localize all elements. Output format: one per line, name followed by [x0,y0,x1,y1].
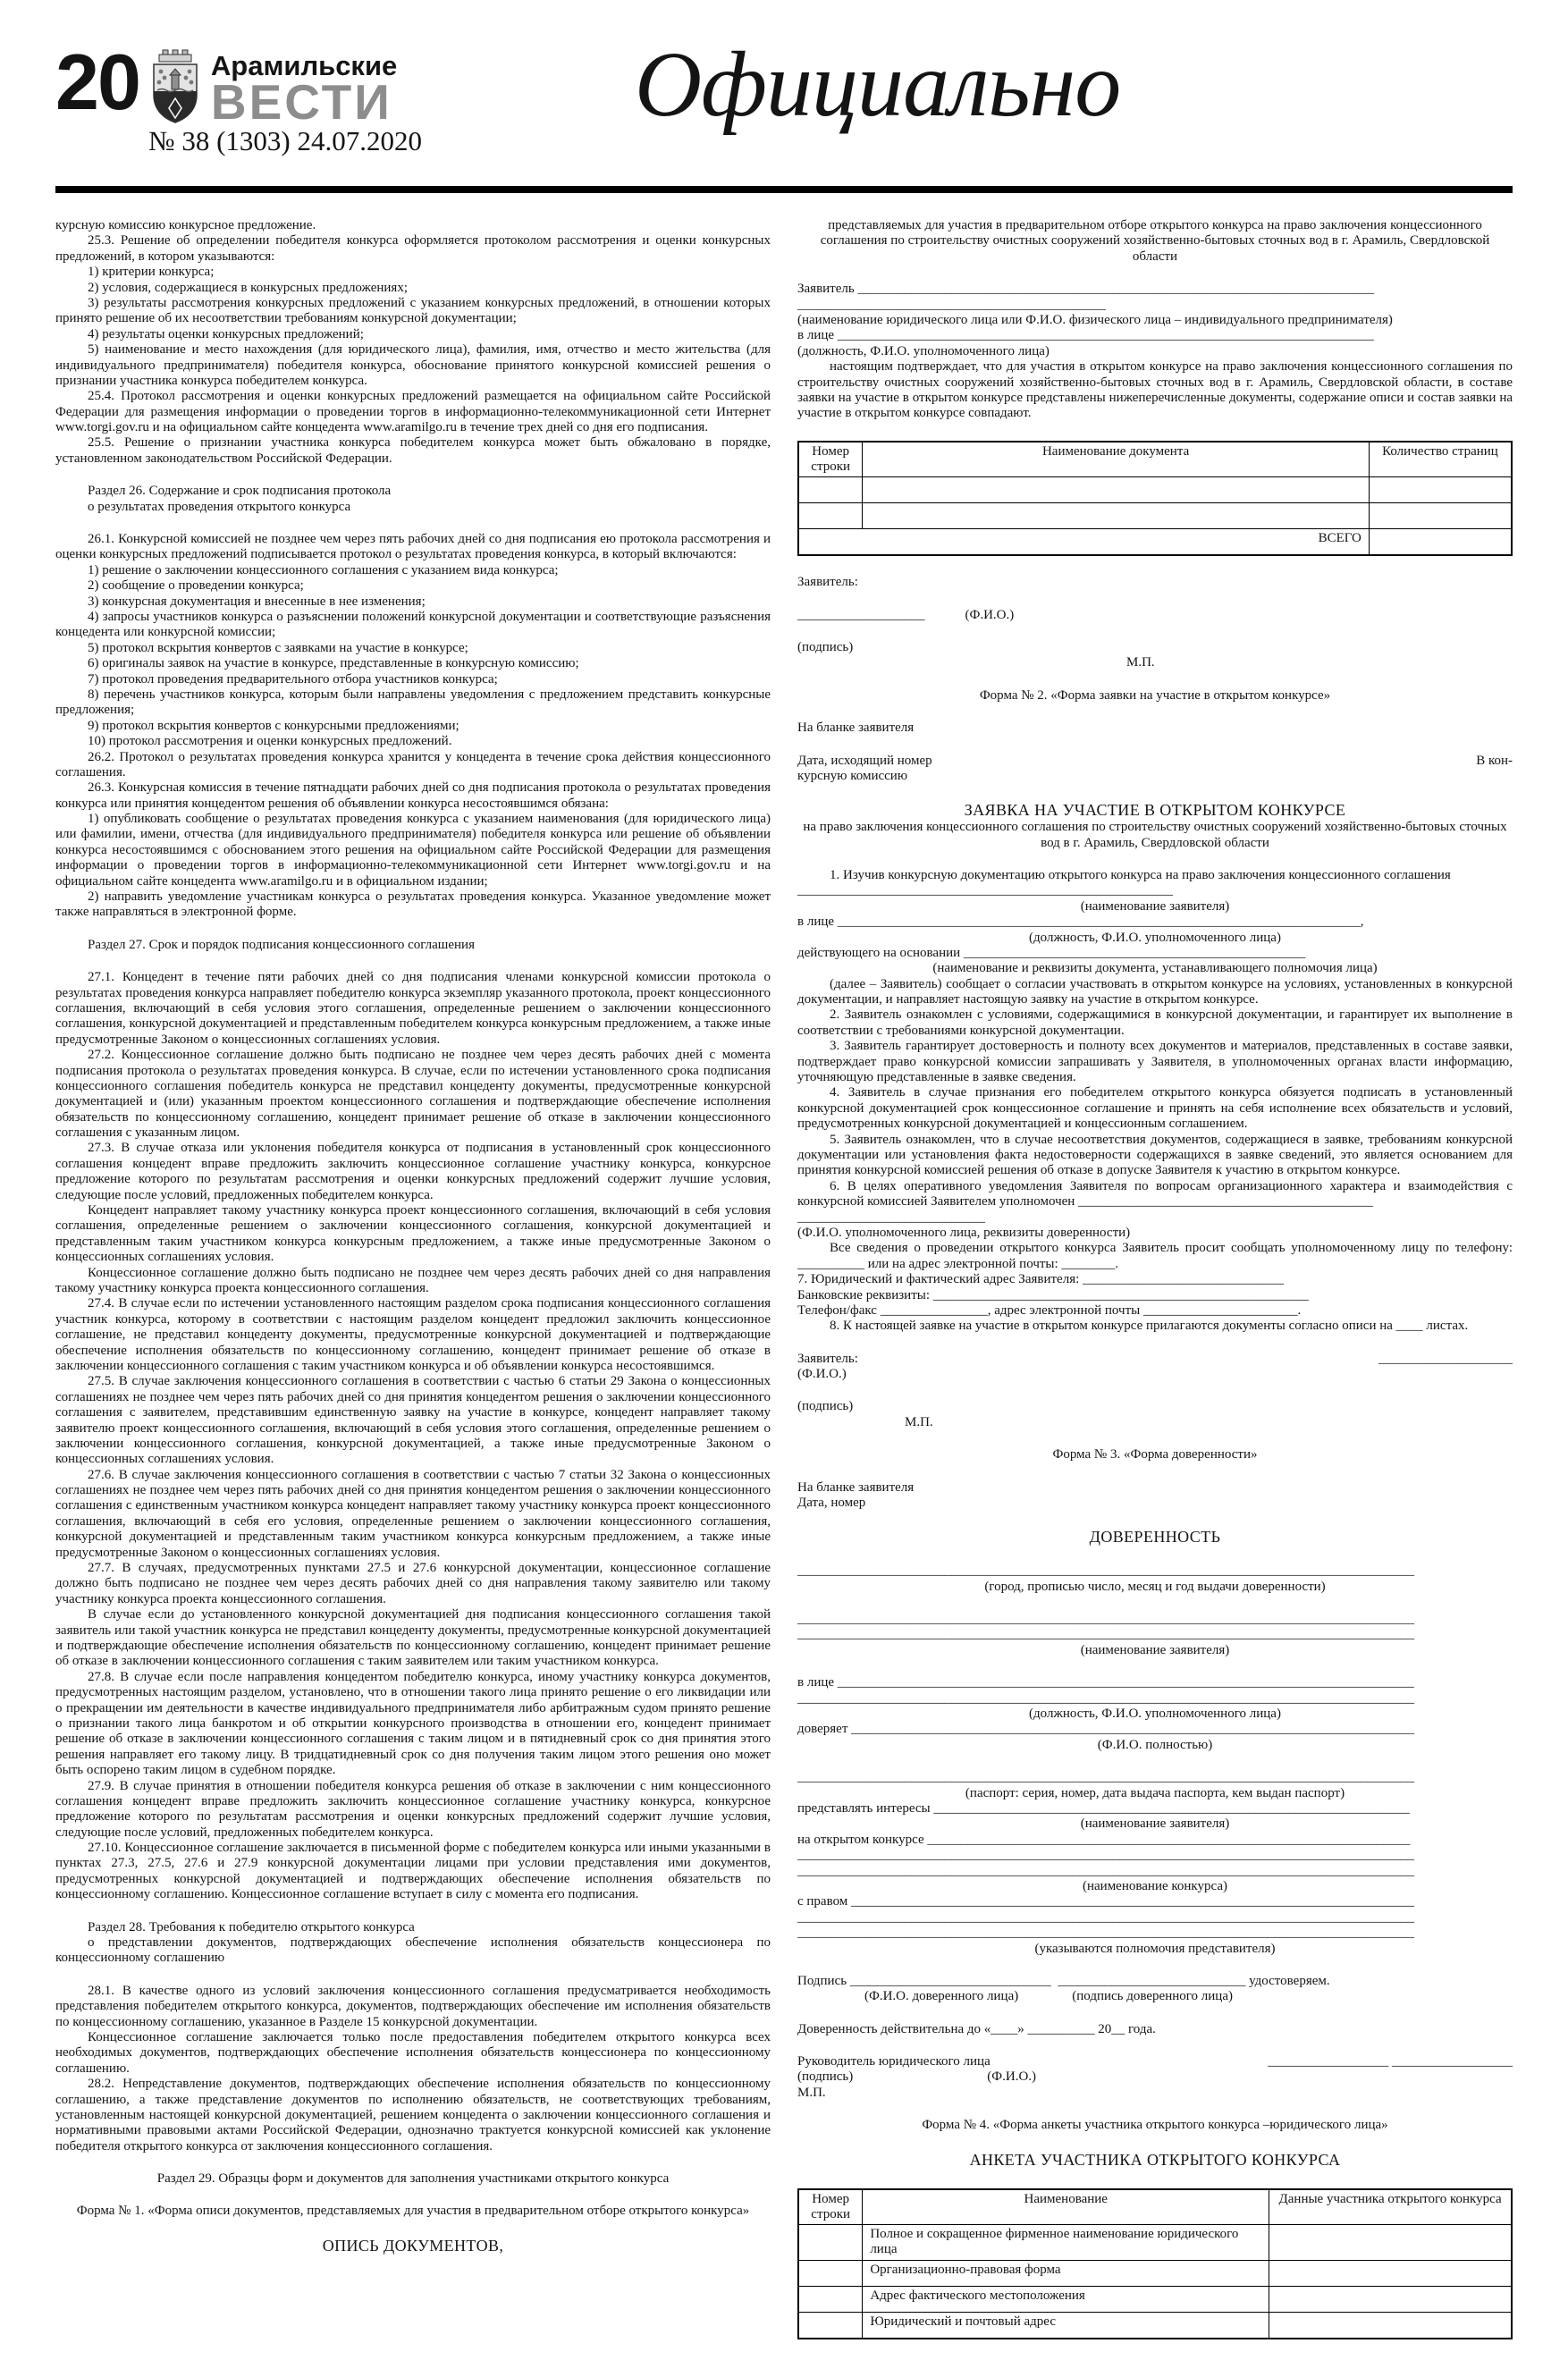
table-cell [1269,2225,1512,2261]
spacer [797,1335,1513,1352]
field-caption: (Ф.И.О. полностью) [1097,1737,1213,1752]
document-title: ЗАЯВКА НА УЧАСТИЕ В ОТКРЫТОМ КОНКУРСЕ [964,801,1346,820]
spacer [797,1753,1513,1770]
blank-line: на открытом конкурсе ________________________________________________________________________ [797,1832,1411,1847]
field-caption: (город, прописью число, месяц и год выдачи доверенности) [984,1579,1326,1594]
spacer [797,422,1513,439]
paragraph: 27.6. В случае заключения концессионного соглашения в соответствии с частью 7 статьи 32 Закона о концессионных соглашениях не позднее чем через пять рабочих дней со дня принятия концедентом решения о заключении концессионного соглашения с единственным участником конкурса концедент направляет такому участнику конкурса проект концессионного соглашения, включающий в себя его условия, определенные решением о заключении концессионного соглашения, конкурсной документацией и представленным таким участником конкурса конкурсным предложением, а также иные предусмотренные Законом о концессионных соглашениях условия. [55,1467,771,1560]
spacer [797,851,1513,868]
blank-line: ________________________________________________________ [797,883,1173,898]
paragraph: 4) запросы участников конкурса о разъяснении положений конкурсной документации и соответствующие разъяснения концедента или конкурсной комиссии; [55,609,771,640]
paragraph: 6) оригиналы заявок на участие в конкурсе, представленные в конкурсную комиссию; [88,656,579,671]
blank-line: Телефон/факс ________________, адрес электронной почты _______________________. [797,1302,1302,1318]
table-header-cell: Номер строки [798,2189,863,2225]
blank-line: Заявитель _____________________________________________________________________________ [797,282,1374,297]
spacer [55,1903,771,1920]
form-line: Заявитель: [797,575,858,590]
row-left-text: Руководитель юридического лица [797,2054,991,2069]
blank-line: ____________________________________________________________________________________________ [797,1909,1414,1925]
field-caption: (наименование заявителя) [1080,1642,1230,1657]
row-left-text: Заявитель: [797,1351,858,1366]
paragraph: 26.1. Конкурсной комиссией не позднее чем через пять рабочих дней со дня подписания ею протокола рассмотрения и оценки конкурсных предложений подписывается протокол о результатах проведения конкурса, в который включаются: [55,532,771,562]
signature-line [797,2054,1513,2069]
spacer [55,515,771,532]
paragraph: 28.1. В качестве одного из условий заключения концессионного соглашения предусматривается необходимость представления победителем открытого конкурса, документов, подтверждающих обеспечение им исполнения обязательств по концессионному соглашению, указанное в Разделе 15 конкурсной документации. [55,1983,771,2029]
paragraph: 27.2. Концессионное соглашение должно быть подписано не позднее чем через десять рабочих дней с момента подписания протокола о результатах проведения конкурса. В случае, если по истечении установленного срока подписания концессионного соглашения победитель конкурса не представил концеденту документы, предусмотренные конкурсной документацией и (или) указанным проектом концессионного соглашения и подтверждающие обеспечение исполнения обязательств по концессионному соглашению, концедент принимает решение об отказе в заключении концессионного соглашения с указанным лицом. [55,1048,771,1141]
form-line: курсную комиссию [797,768,908,783]
paragraph: 27.8. В случае если после направления концедентом победителю конкурса, иному участнику конкурса документов, предусмотренных настоящим разделом, установлено, что в отношении такого лица принято решение о его ликвидации или о прекращении им деятельности в качестве индивидуального предпринимателя либо арбитражным судом принято решение о признании такого лица банкротом и об открытии конкурсного производства в отношении его, концедент принимает решение об отказе в заключении концессионного соглашения с таким лицом и в пятидневный срок со дня принятия этого решения направляет его такому лицу. В тридцатидневный срок со дня получения таким лицом этого решения оно может быть оспорено таким лицом в судебном порядке. [55,1669,771,1778]
paragraph: настоящим подтверждает, что для участия в открытом конкурсе на право заключения концессионного соглашения по строительству очистных сооружений хозяйственно-бытовых сточных вод в г. Арамиль, Свердловской области, в составе заявки на участие в открытом конкурсе представлены нижеперечисленные документы, содержание описи и состав заявки на участие в открытом конкурсе совпадают. [797,359,1513,421]
table-row [798,2225,1512,2261]
table-cell: Полное и сокращенное фирменное наименование юридического лица [863,2225,1269,2261]
blank-line: Банковские реквизиты: ________________________________________________________ [797,1287,1309,1302]
paragraph: 9) протокол вскрытия конвертов с конкурсными предложениями; [88,718,459,733]
paragraph: 8) перечень участников конкурса, которым были направлены уведомления с предложением представить конкурсные предложения; [55,687,771,718]
row-left-text: Дата, исходящий номер [797,753,932,768]
paragraph: 27.4. В случае если по истечении установленного настоящим разделом срока подписания концессионного соглашения участник конкурса, которому в соответствии с настоящим разделом концедент предложил заключить концессионное соглашение, не представил концеденту документы, предусмотренные конкурсной документацией и подтверждающие обеспечение исполнения обязательств по концессионному соглашению, концедент принимает решение об отказе в заключении концессионного соглашения с таким участником конкурса и об объявлении конкурса несостоявшимся. [55,1296,771,1373]
form-heading: Форма № 2. «Форма заявки на участие в открытом конкурсе» [979,687,1331,703]
coat-of-arms-icon [150,48,200,125]
spacer [797,2170,1513,2187]
blank-line: действующего на основании ___________________________________________________ [797,945,1306,960]
blank-line: Подпись ______________________________ ____________________________ удостоверяем. [797,1973,1330,1988]
field-caption: (должность, Ф.И.О. уполномоченного лица) [797,343,1050,358]
spacer [797,1511,1513,1528]
form-heading: Форма № 3. «Форма доверенности» [1052,1447,1258,1462]
table-row [798,2286,1512,2312]
spacer [797,2005,1513,2022]
logo-row [55,38,440,130]
section-heading: Раздел 27. Срок и порядок подписания концессионного соглашения [88,937,475,952]
signature-line [797,1352,1513,1367]
blank-line: ____________________________________________________________________________________________ [797,1564,1414,1579]
paragraph: 5) протокол вскрытия конвертов с заявками на участие в конкурсе; [88,640,468,655]
paragraph: 27.3. В случае отказа или уклонения победителя конкурса от подписания в установленный срок концессионного соглашения концедент вправе предложить заключить концессионное соглашение участнику конкурса, конкурсное предложение которого по результатам рассмотрения и оценки конкурсных предложений содержит лучшие условия, следующие после условий, предложенных победителем конкурса. [55,1141,771,1202]
form-heading: Форма № 4. «Форма анкеты участника открытого конкурса –юридического лица» [922,2118,1388,2133]
section-title: Официально [635,33,1121,136]
table-cell [798,2286,863,2312]
document-table [797,2188,1513,2339]
spacer [797,1595,1513,1612]
form-line: Дата, номер [797,1496,866,1511]
paragraph: 27.9. В случае принятия в отношении победителя конкурса решения об отказе в заключении с ним концессионного соглашения концедент вправе предложить заключить концессионное соглашение участнику конкурса, конкурсное предложение которого по результатам рассмотрения и оценки конкурсных предложений содержит лучшие условия, следующие после условий, предложенных победителем конкурса. [55,1778,771,1840]
paragraph: 3) результаты рассмотрения конкурсных предложений с указанием конкурсных предложений, в отношении которых принято решение об их несоответствии требованиям конкурсной документации; [55,295,771,326]
paragraph: 3. Заявитель гарантирует достоверность и полноту всех документов и материалов, представленных в составе заявки, подтверждает право конкурсной комиссии запрашивать у Заявителя, в уполномоченных органах власти информацию, уточняющую представленные в заявке сведения. [797,1039,1513,1085]
field-caption: (Ф.И.О. уполномоченного лица, реквизиты доверенности) [797,1225,1131,1240]
paragraph: 2) условия, содержащиеся в конкурсных предложениях; [88,280,409,295]
paragraph: 1) критерии конкурса; [88,265,215,280]
table-cell [798,2225,863,2261]
paragraph: 27.1. Концедент в течение пяти рабочих дней со дня подписания членами конкурсной комиссии протокола о результатах проведения конкурса направляет победителю конкурса экземпляр указанного протокола, проект концессионного соглашения, включающий в себя условия этого соглашения, определенные решением о заключении концессионного соглашения, конкурсной документацией и представленным победителем конкурса конкурсным предложением, а также иные предусмотренные Законом о концессионных соглашениях условия. [55,970,771,1047]
centered-text: представляемых для участия в предварительном отборе открытого конкурса на право заключения концессионного соглашения по строительству очистных сооружений хозяйственно-бытовых сточных вод в г. Арамиль, Свердловской области [820,218,1490,264]
table-row [798,2312,1512,2339]
stamp-mark: М.П. [797,2085,826,2100]
spacer [797,558,1513,575]
table-cell [1269,2260,1512,2286]
spacer [797,784,1513,801]
paragraph: 26.2. Протокол о результатах проведения конкурса хранится у концедента в течение срока действия концессионного соглашения. [55,749,771,780]
blank-line: ____________________________________________________________________________________________ [797,1770,1414,1785]
row-right-text: __________________ __________________ [1268,2054,1513,2069]
date-and-addressee-line [797,754,1513,769]
blank-line: 7. Юридический и фактический адрес Заявителя: ______________________________ [797,1272,1285,1287]
paragraph: 2. Заявитель ознакомлен с условиями, содержащимися в конкурсной документации, и гарантирует их выполнение в соответствии с требованиями конкурсной документации. [797,1007,1513,1038]
table-cell [1369,529,1512,556]
section-heading: о представлении документов, подтверждающих обеспечение исполнения обязательств концессионера по концессионному соглашению [55,1935,771,1966]
table-header-cell: Количество страниц [1369,442,1512,477]
section-heading: Раздел 29. Образцы форм и документов для заполнения участниками открытого конкурса [156,2171,670,2187]
blank-line: ____________________________________________________________________________________________ [797,1690,1414,1706]
paragraph: 1) решение о заключении концессионного соглашения с указанием вида конкурса; [88,562,559,577]
paragraph: 5. Заявитель ознакомлен, что в случае несоответствия документов, содержащиеся в заявке, требованиям конкурсной документации или установления факта недостоверности содержащихся в заявке сведений, это является основанием для принятия конкурсной комиссией решения об отказе в допуске Заявителя к участию в открытом конкурсе. [797,1132,1513,1178]
spacer [55,2220,771,2237]
table-header-cell: Наименование [863,2189,1269,2225]
spacer [797,265,1513,282]
blank-line: ___________________ (Ф.И.О.) [797,607,1015,622]
stamp-mark: М.П. [1126,655,1155,670]
section-heading: Раздел 26. Содержание и срок подписания протокола [88,484,392,499]
blank-line: ____________________________________________________________________________________________ [797,1863,1414,1878]
table-cell: Адрес фактического местоположения [863,2286,1269,2312]
spacer [797,2101,1513,2118]
paragraph: 27.7. В случаях, предусмотренных пунктами 27.5 и 27.6 конкурсной документации, концессионное соглашение должно быть подписано не позднее чем через десять рабочих дней со дня направления такому заявителю или такому участнику конкурса проекта концессионного соглашения. [55,1561,771,1606]
field-caption: (наименование юридического лица или Ф.И.О. физического лица – индивидуального предпринимателя) [797,312,1393,327]
spacer [797,671,1513,688]
table-total-row [798,529,1512,556]
spacer [797,1382,1513,1399]
spacer [797,737,1513,754]
form-line: курсную комиссию конкурсное предложение. [55,218,316,232]
masthead [55,33,1513,181]
section-heading: о результатах проведения открытого конкурса [88,499,351,514]
section-heading: Раздел 28. Требования к победителю открытого конкурса [88,1919,415,1934]
field-caption: (указываются полномочия представителя) [1034,1941,1276,1956]
paragraph: 6. В целях оперативного уведомления Заявителя по вопросам организационного характера и взаимодействия с конкурсной комиссией Заявителем уполномочен ____________________________________________ [797,1178,1513,1210]
form-line: На бланке заявителя [797,1479,915,1495]
paragraph: Концессионное соглашение заключается только после предоставления победителем открытого конкурса всех необходимых документов, подтверждающих обеспечение исполнения обязательств концессионера по концессионному соглашению. [55,2029,771,2076]
spacer [797,2134,1513,2151]
spacer [55,953,771,970]
blank-line: представлять интересы _______________________________________________________________________ [797,1800,1410,1816]
field-caption: (должность, Ф.И.О. уполномоченного лица) [1029,930,1281,945]
document-title: ДОВЕРЕННОСТЬ [1089,1528,1221,1547]
table-row [798,477,1512,503]
spacer [797,591,1513,608]
field-caption: (Ф.И.О. доверенного лица) (подпись доверенного лица) [797,1989,1233,2004]
spacer [55,921,771,938]
spacer [797,1463,1513,1480]
blank-line: с правом ____________________________________________________________________________________ [797,1894,1415,1909]
row-right-text: ____________________ [1378,1351,1513,1366]
table-cell [863,477,1370,503]
article-body [55,218,1513,2341]
page-number: 20 [55,38,139,126]
masthead-divider [55,186,1513,193]
paragraph: Концессионное соглашение должно быть подписано не позднее чем через десять рабочих дней со дня направления такому участнику конкурса проекта концессионного соглашения. [55,1265,771,1295]
document-title: АНКЕТА УЧАСТНИКА ОТКРЫТОГО КОНКУРСА [969,2150,1341,2169]
issue-info: № 38 (1303) 24.07.2020 [148,125,422,156]
paragraph: 5) наименование и место нахождения (для юридического лица), фамилия, имя, отчество и место жительства (для индивидуального предпринимателя) победителя конкурса, обоснование принятого конкурсной комиссией решения о признании участника конкурса победителем конкурса. [55,342,771,388]
table-cell [1369,503,1512,529]
blank-line: в лице ________________________________________________________________________________ [797,328,1374,343]
newspaper-name-top: Арамильские [210,50,398,81]
field-caption: (должность, Ф.И.О. уполномоченного лица) [1029,1707,1281,1722]
field-caption: (подпись) (Ф.И.О.) [797,2069,1037,2085]
table-header-cell: Наименование документа [863,442,1370,477]
paragraph: 2) направить уведомление участникам конкурса о результатах проведения конкурса. Указанное уведомление может также направляться в электронной форме. [55,889,771,920]
paragraph: 8. К настоящей заявке на участие в открытом конкурсе прилагаются документы согласно описи на ____ листах. [830,1319,1469,1334]
row-right-text: В кон- [1476,753,1513,768]
paragraph: 3) конкурсная документация и внесенные в нее изменения; [88,594,426,609]
paragraph: Все сведения о проведении открытого конкурса Заявитель просит сообщать уполномоченному лицу по телефону: __________ или на адрес электронной почты: ________. [797,1241,1513,1271]
field-caption: (наименование конкурса) [1082,1878,1227,1893]
blank-line: ____________________________________________________________________________________________ [797,1627,1414,1642]
paragraph: 25.4. Протокол рассмотрения и оценки конкурсных предложений размещается на официальном сайте Российской Федерации для размещения информации о проведении торгов в информационно-телекоммуникационной сети Интернет www.torgi.gov.ru и на официальном сайте концедента www.aramilgo.ru в течение трех дней со дня его подписания. [55,389,771,435]
right-column [797,218,1513,2341]
field-caption: (наименование заявителя) [1080,898,1230,914]
newspaper-name [210,50,398,130]
table-cell [798,477,863,503]
spacer [797,1658,1513,1675]
spacer [797,1430,1513,1447]
table-total-label: ВСЕГО [798,529,1369,556]
spacer [797,704,1513,721]
paragraph: 7) протокол проведения предварительного отбора участников конкурса; [88,671,498,687]
table-cell [1369,477,1512,503]
spacer [55,2154,771,2171]
field-caption: (наименование заявителя) [1080,1816,1230,1832]
paragraph: 4) результаты оценки конкурсных предложений; [88,326,364,341]
table-cell [863,503,1370,529]
spacer [55,2187,771,2204]
table-row [798,503,1512,529]
paragraph: 26.3. Конкурсная комиссия в течение пятнадцати рабочих дней со дня подписания протокола о результатах проведения конкурса или принятия концедентом решения об объявлении конкурса несостоявшимся обязана: [55,780,771,811]
paragraph: В случае если до установленного конкурсной документацией дня подписания концессионного соглашения такой заявитель или такой участник конкурса не представил концеденту документы, предусмотренные конкурсной документацией и подтверждающие обеспечение исполнения обязательств по концессионному соглашению, концедент принимает решение об отказе в заключении концессионного соглашения с таким заявителем или таким участником конкурса. [55,1607,771,1669]
field-caption: (подпись) [797,639,854,654]
paragraph: (далее – Заявитель) сообщает о согласии участвовать в открытом конкурсе на условиях, установленных в конкурсной документации, и направляет настоящую заявку на участие в открытом конкурсе. [797,976,1513,1007]
field-caption: (паспорт: серия, номер, дата выдача паспорта, кем выдан паспорт) [965,1785,1345,1800]
centered-text: на право заключения концессионного соглашения по строительству очистных сооружений хозяйственно-бытовых сточных вод в г. Арамиль, Свердловской области [803,820,1507,850]
paragraph: 10) протокол рассмотрения и оценки конкурсных предложений. [88,734,452,749]
paragraph: 25.5. Решение о признании участника конкурса победителем конкурса может быть обжаловано в порядке, установленном законодательством Российской Федерации. [55,435,771,466]
stamp-mark: М.П. [905,1414,933,1429]
table-header-cell: Данные участника открытого конкурса [1269,2189,1512,2225]
spacer [797,1547,1513,1564]
paragraph: Концедент направляет такому участнику конкурса проект концессионного соглашения, включающий в себя условия соглашения, определенные решением о заключении концессионного соглашения, конкурсной документацией и представленным таким участником конкурса конкурсным предложением, а также иные предусмотренные Законом о концессионных соглашениях условия. [55,1203,771,1265]
table-cell [1269,2286,1512,2312]
blank-line: ____________________________________________________________________________________________ [797,1926,1414,1941]
blank-line: ____________________________________________________________________________________________ [797,1612,1414,1627]
newspaper-logo [55,38,440,157]
blank-line: ____________________________ [797,1210,985,1225]
paragraph: 2) сообщение о проведении конкурса; [88,578,304,594]
table-cell [798,2260,863,2286]
table-row [798,2260,1512,2286]
paragraph: 1) опубликовать сообщение о результатах проведения конкурса с указанием наименования (для юридического лица) или фамилии, имени, отчества (для индивидуального предпринимателя) победителя конкурса или решение об объявлении конкурса несостоявшимся с обоснованием этого решения на официальном сайте Российской Федерации для размещения информации о проведении торгов в информационно-телекоммуникационной сети Интернет www.torgi.gov.ru и на официальном сайте концедента www.aramilgo.ru и в официальном издании; [55,812,771,889]
document-title: ОПИСЬ ДОКУМЕНТОВ, [322,2236,504,2255]
paragraph: 25.3. Решение об определении победителя конкурса оформляется протоколом рассмотрения и оценки конкурсных предложений, в котором указываются: [55,233,771,264]
blank-line: в лице ______________________________________________________________________________, [797,915,1364,930]
paragraph: 4. Заявитель в случае признания его победителем открытого конкурса обязуется подписать в установленный конкурсной документацией срок концессионное соглашение и принять на себя исполнение всех обязательств и условий, предусмотренных конкурсной документацией и концессионным соглашением. [797,1085,1513,1132]
spacer [797,623,1513,640]
paragraph: 28.2. Непредставление документов, подтверждающих обеспечение исполнения обязательств по концессионному соглашению, а также представление документов по исполнению обязательств, не соответствующих требованиям, установленным настоящей конкурсной документацией, решением концедента о заключении концессионного соглашения и нормативными правовыми актами Российской Федерации, однозначно трактуется конкурсной комиссией как уклонение победителя открытого конкурса от заключения концессионного соглашения. [55,2077,771,2154]
table-cell: Юридический и почтовый адрес [863,2312,1269,2339]
field-caption: (Ф.И.О.) [797,1367,847,1382]
spacer [797,2037,1513,2054]
paragraph: 1. Изучив конкурсную документацию открытого конкурса на право заключения концессионного соглашения [830,867,1451,882]
blank-line: ______________________________________________ [797,297,1106,312]
field-caption: (подпись) [797,1399,854,1414]
paragraph: 27.10. Концессионное соглашение заключается в письменной форме с победителем конкурса или иными указанными в пунктах 27.3, 27.5, 27.6 и 27.9 конкурсной документации лицами при условии представления ими документов, предусмотренных конкурсной документацией и подтверждающих обеспечение исполнения обязательств по концессионному соглашению. Концессионное соглашение вступает в силу с момента его подписания. [55,1841,771,1902]
newspaper-name-bottom: ВЕСТИ [210,74,392,130]
table-header-cell: Номер строки [798,442,863,477]
document-table [797,441,1513,557]
paragraph: 27.5. В случае заключения концессионного соглашения в соответствии с частью 6 статьи 29 Закона о концессионных соглашениях не позднее чем через пять рабочих дней со дня принятия концедентом решения о заключении концессионного соглашения с заявителем, представившим единственную заявку на участие в конкурсе, концедент направляет такому заявителю проект концессионного соглашения, включающий в себя условия этого соглашения, определенные решением о заключении концессионного соглашения, конкурсной документацией, а также иные предусмотренные Законом о концессионных соглашениях условия. [55,1374,771,1467]
form-heading: Форма № 1. «Форма описи документов, представляемых для участия в предварительном отборе открытого конкурса» [76,2204,750,2219]
spacer [797,1957,1513,1974]
table-cell: Организационно-правовая форма [863,2260,1269,2286]
form-line: Доверенность действительна до «____» __________ 20__ года. [797,2021,1156,2036]
table-cell [798,503,863,529]
table-cell [798,2312,863,2339]
field-caption: (наименование и реквизиты документа, устанавливающего полномочия лица) [932,961,1378,976]
blank-line: доверяет ____________________________________________________________________________________ [797,1722,1415,1737]
blank-line: ____________________________________________________________________________________________ [797,1848,1414,1863]
spacer [55,467,771,484]
left-column [55,218,771,2341]
blank-line: в лице ______________________________________________________________________________________ [797,1675,1414,1690]
form-line: На бланке заявителя [797,721,915,736]
table-cell [1269,2312,1512,2339]
spacer [55,1967,771,1984]
